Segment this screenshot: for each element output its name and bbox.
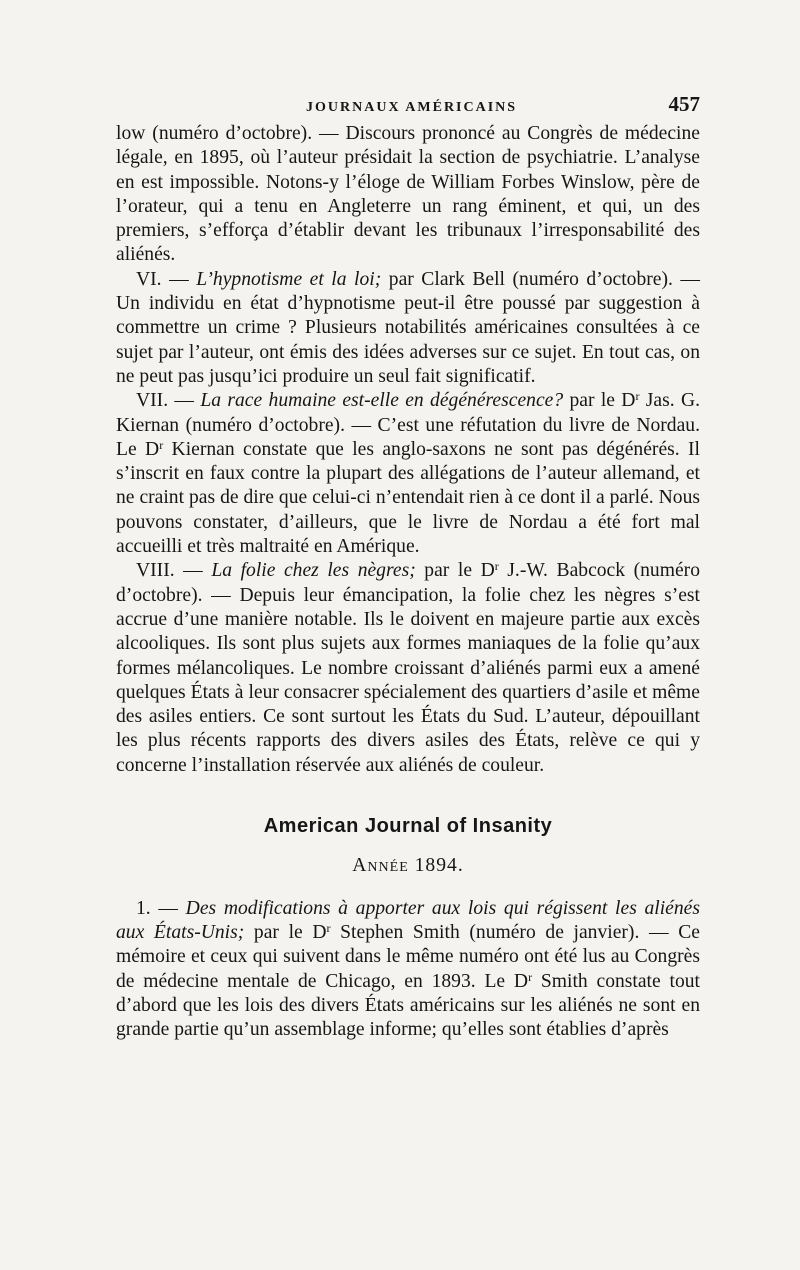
article-title: La race humaine est-elle en dégénérescence? xyxy=(200,390,564,412)
paragraph-vii xyxy=(116,389,700,559)
running-head xyxy=(116,92,700,122)
paragraph-text: Smith constate tout d’abord que les lois des divers États américains sur les aliénés ne sont en grande partie qu’un assemblage informe; qu’elles sont établies d’après xyxy=(116,970,700,1041)
superscript: r xyxy=(635,389,640,404)
article-title: La folie chez les nègres; xyxy=(211,560,416,582)
running-title: JOURNAUX AMÉRICAINS xyxy=(306,100,518,115)
paragraph-text: Kiernan constate que les anglo-saxons ne sont pas dégénérés. Il s’inscrit en faux contre la plupart des allégations de l’auteur allemand, et ne craint pas de dire que celui-ci n’entendait rien à ce dont il a parlé. Nous pouvons constater, d’ailleurs, que le livre de Nordau a été fort mal accueilli et très maltraité en Amérique. xyxy=(116,438,700,558)
item-number: VIII. — xyxy=(136,560,212,582)
article-title: Des modifications à apporter aux lois qui régissent les aliénés aux États-Unis; xyxy=(116,897,701,943)
paragraph-text: J.-W. Babcock (numéro d’octobre). — Depuis leur émancipation, la folie chez les nègres s’est accrue d’une manière notable. Ils le doivent en majeure partie aux excès alcooliques. Ils sont plus sujets aux formes maniaques de la folie qu’aux formes mélancoliques. Le nombre croissant d’aliénés parmi eux a amené quelques États à leur consacrer spécialement des quartiers d’asile et même des asiles entiers. Ce sont surtout les États du Sud. L’auteur, dépouillant les plus récents rapports des divers asiles des États, relève ce qui y concerne l’installation réservée aux aliénés de couleur. xyxy=(116,560,700,776)
paragraph-text: par le D xyxy=(415,560,495,582)
paragraph-text: Stephen Smith (numéro de janvier). — Ce mémoire et ceux qui suivent dans le même numéro ont été lus au Congrès de médecine mentale de Chicago, en 1893. Le D xyxy=(116,921,700,992)
paragraph-vi xyxy=(116,268,700,389)
item-number: 1. — xyxy=(136,897,186,919)
paragraph-continuation xyxy=(116,122,700,268)
section-heading: American Journal of Insanity xyxy=(263,815,553,838)
paragraph-text: low (numéro d’octobre). — Discours prononcé au Congrès de médecine légale, en 1895, où l’auteur présidait la section de psychiatrie. L’analyse en est impossible. Notons-y l’éloge de William Forbes Winslow, père de l’orateur, qui a tenu en Angleterre un rang éminent, et qui, un des premiers, s’efforça d’établir devant les tribunaux l’irresponsabilité des aliénés. xyxy=(116,123,700,266)
paragraph-text: Jas. G. Kiernan (numéro d’octobre). — C’est une réfutation du livre de Nordau. Le D xyxy=(116,390,700,460)
item-number: VII. — xyxy=(136,390,201,412)
superscript: r xyxy=(159,437,164,452)
year-heading: Année 1894. xyxy=(352,855,464,877)
page-number: 457 xyxy=(668,92,700,116)
paragraph-text: par Clark Bell (numéro d’octobre). — Un individu en état d’hypnotisme peut-il être poussé par suggestion à commettre un crime ? Plusieurs notabilités américaines consultées à ce sujet par l’auteur, ont émis des idées adverses sur ce sujet. En tout cas, on ne peut pas jusqu’ici produire un seul fait significatif. xyxy=(116,268,701,387)
item-number: VI. — xyxy=(136,268,197,290)
paragraph-viii xyxy=(116,559,700,778)
paragraph-text: par le D xyxy=(563,390,636,412)
superscript: r xyxy=(494,559,499,574)
article-title: L’hypnotisme et la loi; xyxy=(196,268,382,290)
paragraph-text: par le D xyxy=(244,921,327,943)
body-text xyxy=(116,122,700,1042)
superscript: r xyxy=(528,969,533,984)
superscript: r xyxy=(326,920,331,935)
paragraph-1 xyxy=(116,897,700,1043)
